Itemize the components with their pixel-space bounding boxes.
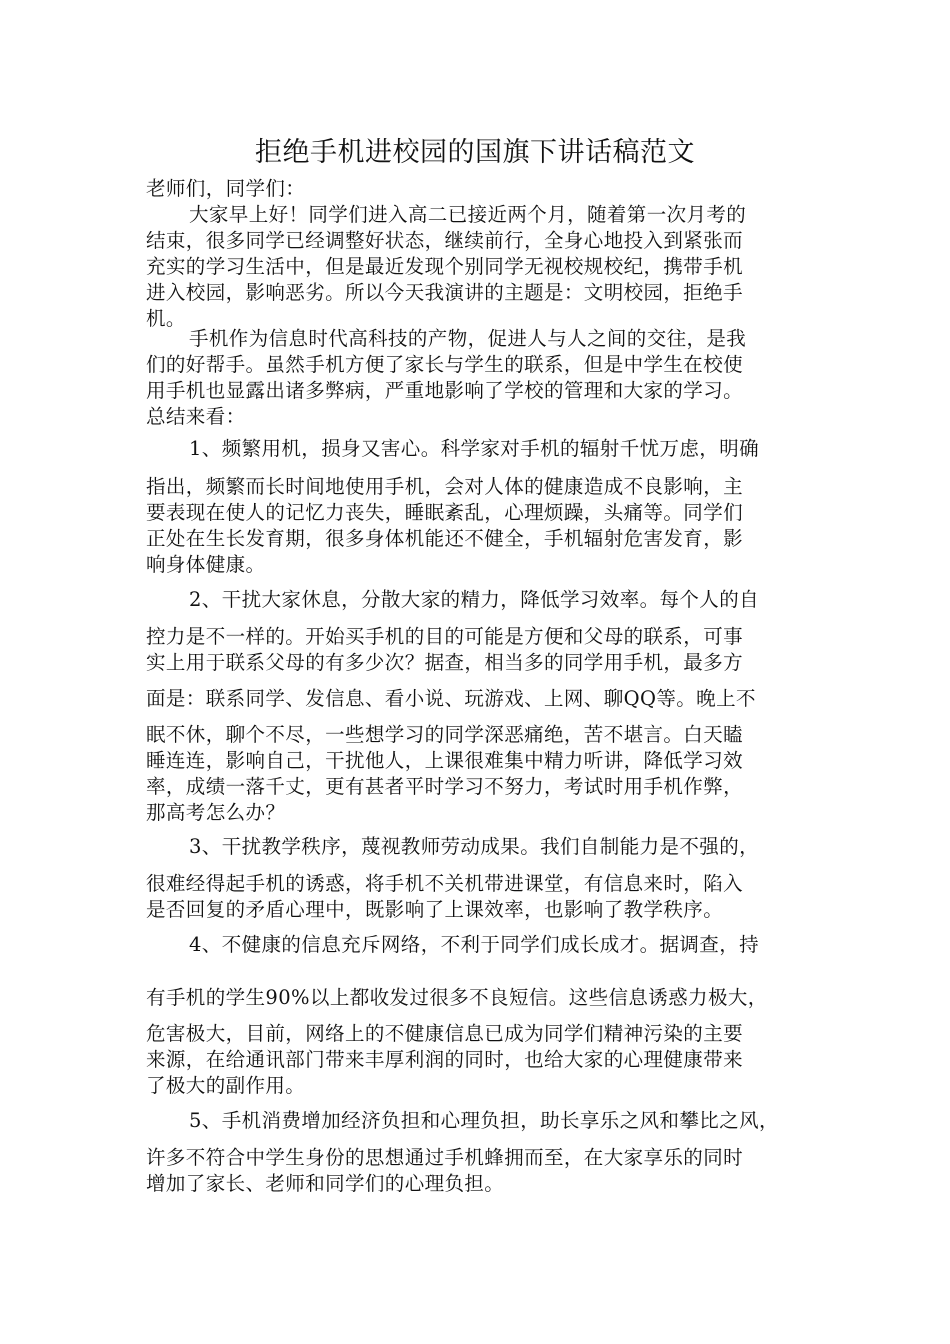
paragraph-line: 响身体健康。 (146, 553, 266, 576)
paragraph-line: 结束，很多同学已经调整好状态，继续前行，全身心地投入到紧张而 (146, 229, 744, 252)
greeting-line: 老师们，同学们： (146, 177, 306, 200)
paragraph-line: 是否回复的矛盾心理中，既影响了上课效率，也影响了教学秩序。 (146, 898, 724, 921)
paragraph-line: 正处在生长发育期，很多身体机能还不健全，手机辐射危害发育，影 (146, 527, 744, 550)
paragraph-line: 指出，频繁而长时间地使用手机，会对人体的健康造成不良影响，主 (146, 475, 744, 498)
paragraph-line: 手机作为信息时代高科技的产物，促进人与人之间的交往，是我 (189, 327, 747, 350)
paragraph-line: 要表现在使人的记忆力丧失，睡眠紊乱，心理烦躁，头痛等。同学们 (146, 501, 744, 524)
paragraph-line: 们的好帮手。虽然手机方便了家长与学生的联系，但是中学生在校使 (146, 353, 744, 376)
paragraph-line: 实上用于联系父母的有多少次？据查，相当多的同学用手机，最多方 (146, 651, 744, 674)
paragraph-line: 了极大的副作用。 (146, 1074, 306, 1097)
paragraph-line: 面是：联系同学、发信息、看小说、玩游戏、上网、聊QQ等。晚上不 (146, 687, 756, 710)
point-2-line: 2、干扰大家休息，分散大家的精力，降低学习效率。每个人的自 (189, 588, 760, 611)
point-3-line: 3、干扰教学秩序，蔑视教师劳动成果。我们自制能力是不强的， (189, 835, 760, 858)
paragraph-line: 睡连连，影响自己，干扰他人，上课很难集中精力听讲，降低学习效 (146, 749, 744, 772)
paragraph-line: 大家早上好！同学们进入高二已接近两个月，随着第一次月考的 (189, 203, 747, 226)
paragraph-line: 总结来看： (146, 405, 246, 428)
document-title: 拒绝手机进校园的国旗下讲话稿范文 (255, 137, 695, 168)
point-1-line: 1、频繁用机，损身又害心。科学家对手机的辐射千忧万虑，明确 (189, 437, 760, 460)
paragraph-line: 用手机也显露出诸多弊病，严重地影响了学校的管理和大家的学习。 (146, 379, 744, 402)
paragraph-line: 来源，在给通讯部门带来丰厚利润的同时，也给大家的心理健康带来 (146, 1048, 744, 1071)
paragraph-line: 危害极大，目前，网络上的不健康信息已成为同学们精神污染的主要 (146, 1022, 744, 1045)
paragraph-line: 有手机的学生90%以上都收发过很多不良短信。这些信息诱惑力极大， (146, 986, 768, 1009)
paragraph-line: 控力是不一样的。开始买手机的目的可能是方便和父母的联系，可事 (146, 625, 744, 648)
paragraph-line: 率，成绩一落千丈，更有甚者平时学习不努力，考试时用手机作弊， (146, 775, 744, 798)
point-4-line: 4、不健康的信息充斥网络，不利于同学们成长成才。据调查，持 (189, 933, 760, 956)
paragraph-line: 许多不符合中学生身份的思想通过手机蜂拥而至，在大家享乐的同时 (146, 1146, 744, 1169)
paragraph-line: 充实的学习生活中，但是最近发现个别同学无视校规校纪，携带手机 (146, 255, 744, 278)
paragraph-line: 很难经得起手机的诱惑，将手机不关机带进课堂，有信息来时，陷入 (146, 872, 744, 895)
point-5-line: 5、手机消费增加经济负担和心理负担，助长享乐之风和攀比之风， (189, 1109, 779, 1132)
paragraph-line: 进入校园，影响恶劣。所以今天我演讲的主题是：文明校园，拒绝手 (146, 281, 744, 304)
paragraph-line: 机。 (146, 307, 186, 330)
paragraph-line: 增加了家长、老师和同学们的心理负担。 (146, 1172, 505, 1195)
paragraph-line: 眠不休，聊个不尽，一些想学习的同学深恶痛绝，苦不堪言。白天瞌 (146, 723, 744, 746)
paragraph-line: 那高考怎么办？ (146, 801, 286, 824)
